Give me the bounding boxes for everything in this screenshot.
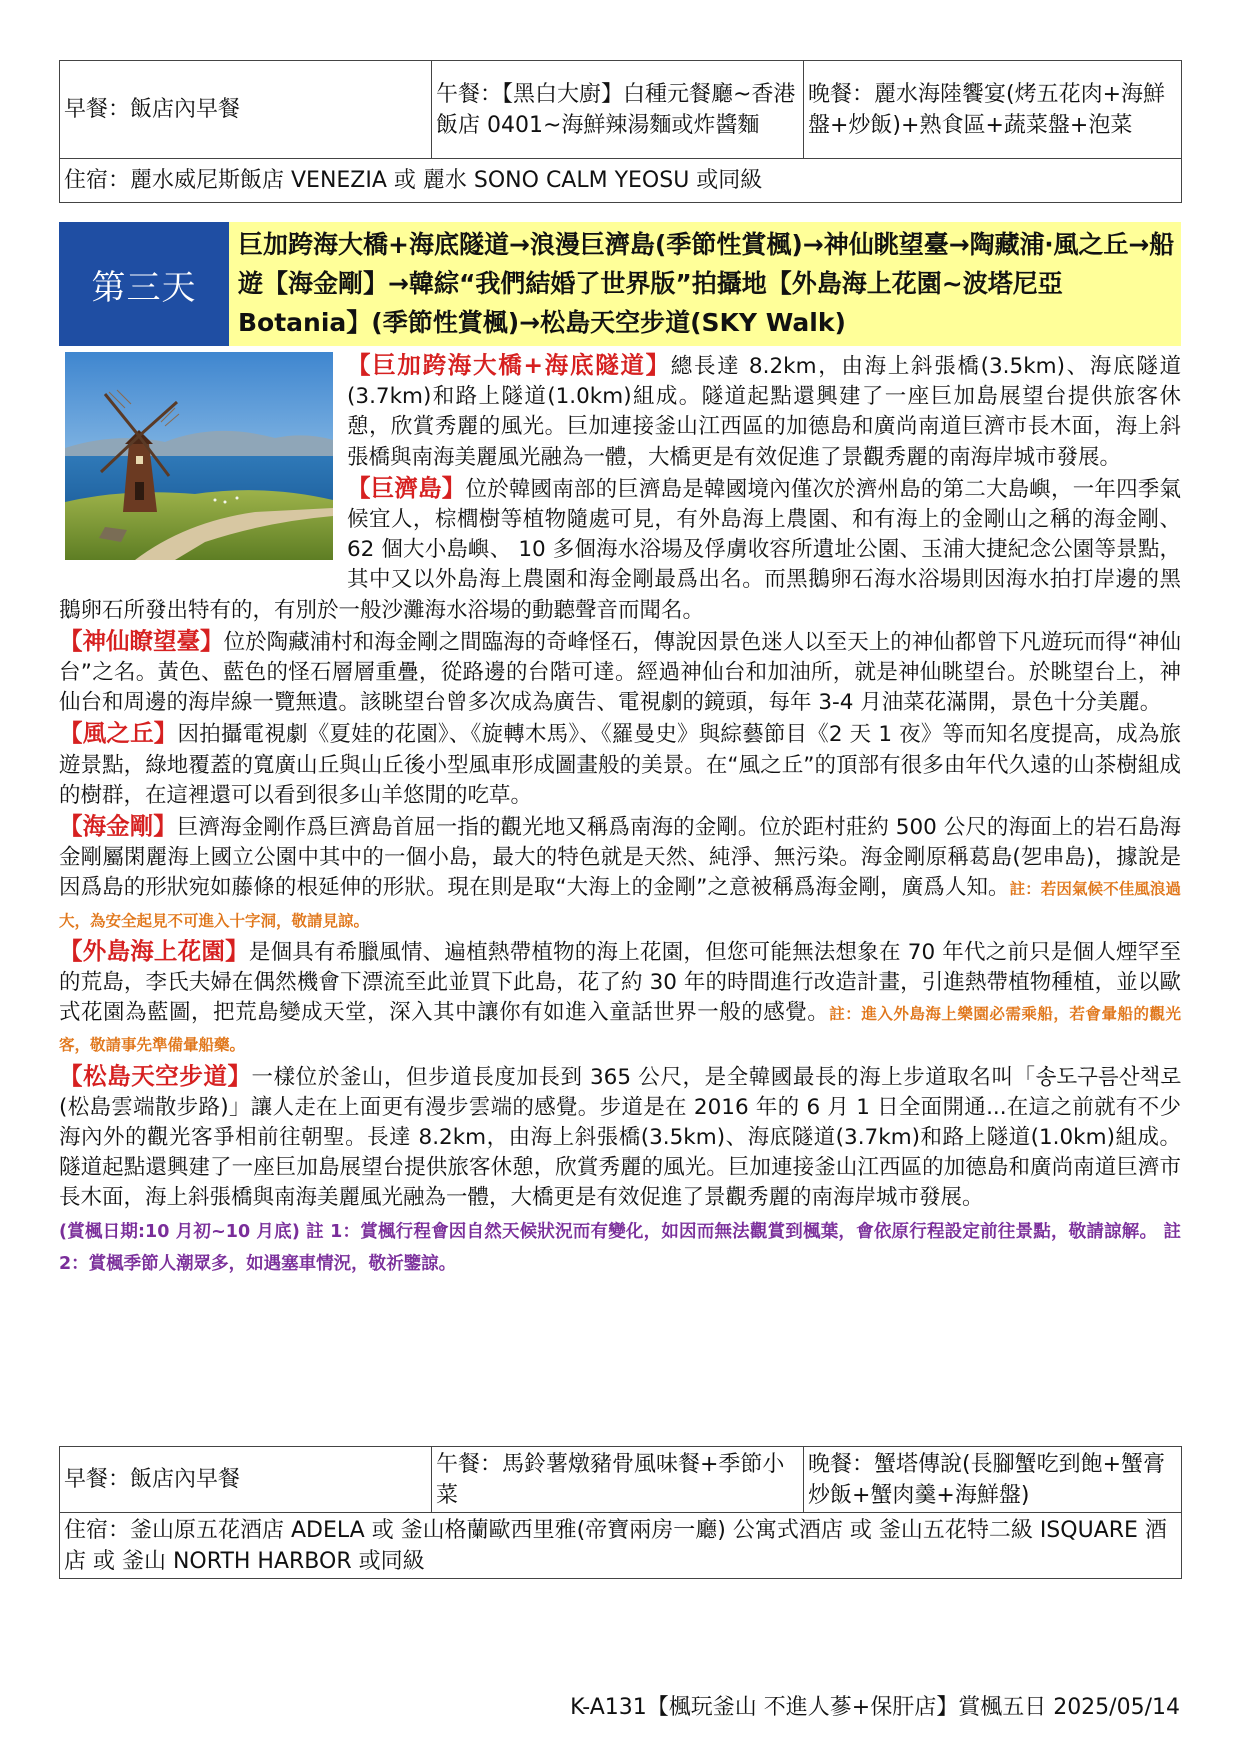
section-heading: 【巨加跨海大橋+海底隧道】 (347, 351, 671, 379)
section-note: 註：進入外島海上樂園必需乘船，若會暈船的觀光客，敬請事先準備暈船藥。 (59, 1005, 1181, 1055)
section-text: 是個具有希臘風情、遍植熱帶植物的海上花園，但您可能無法想象在 70 年代之前只是個人煙罕至的荒島，李氏夫婦在偶然機會下漂流至此並買下此島，花了約 30 年的時間進行改造計畫，引進熱帶植物種植，並以歐式花園為藍圖，把荒島變成天堂，深入其中讓你有如進入童話世界一般的感覺。 (59, 939, 1182, 1026)
section-heading: 【風之丘】 (59, 719, 178, 748)
section-heading: 【神仙瞭望臺】 (59, 626, 224, 655)
section-windy-hill (59, 718, 1181, 811)
section-text: 位於陶藏浦村和海金剛之間臨海的奇峰怪石，傳說因景色迷人以至天上的神仙都曾下凡遊玩而得“神仙台”之名。黃色、藍色的怪石層層重疊，從路邊的台階可達。經過神仙台和加油所，就是神仙眺望台。於眺望台上，神仙台和周邊的海岸線一覽無遺。該眺望台曾多次成為廣告、電視劇的鏡頭，每年 3-4 月油菜花滿開，景色十分美麗。 (59, 629, 1182, 716)
section-text: 因拍攝電視劇《夏娃的花園》、《旋轉木馬》、《羅曼史》與綜藝節目《2 天 1 夜》等而知名度提高，成為旅遊景點，綠地覆蓋的寬廣山丘與山丘後小型風車形成圖畫般的美景。在“風之丘”的頂部有很多由年代久遠的山茶樹組成的樹群，在這裡還可以看到很多山羊悠閒的吃草。 (59, 722, 1182, 808)
section-note: 註：若因氣候不佳風浪過大，為安全起見不可進入十字洞，敬請見諒。 (59, 880, 1181, 930)
breakfast-cell: 早餐：飯店內早餐 (60, 61, 432, 159)
section-oedo (59, 936, 1181, 1061)
section-heading: 【巨濟島】 (347, 473, 466, 502)
hotel-cell: 住宿：麗水威尼斯飯店 VENEZIA 或 麗水 SONO CALM YEOSU 或同級 (60, 159, 1182, 203)
day-label: 第三天 (59, 222, 229, 346)
lunch-cell: 午餐：【黑白大廚】白種元餐廳~香港飯店 0401~海鮮辣湯麵或炸醬麵 (432, 61, 804, 159)
breakfast-cell: 早餐：飯店內早餐 (60, 1447, 432, 1513)
section-text: 總長達 8.2km，由海上斜張橋(3.5km)、海底隧道(3.7km)和路上隧道(1.0km)組成。隧道起點還興建了一座巨加島展望台提供旅客休憩，欣賞秀麗的風光。巨加連接釜山江西區的加德島和廣尚南道巨濟市長木面，海上斜張橋與南海美麗風光融為一體，大橋更是有效促進了景觀秀麗的南海岸城市發展。 (347, 354, 1181, 470)
day-title: 巨加跨海大橋+海底隧道→浪漫巨濟島(季節性賞楓)→神仙眺望臺→陶藏浦‧風之丘→船遊【海金剛】→韓綜“我們結婚了世界版”拍攝地【外島海上花園~波塔尼亞 Botania】(季節性賞楓)→松島天空步道(SKY Walk) (238, 230, 1175, 337)
section-text: 一樣位於釜山，但步道長度加長到 365 公尺，是全韓國最長的海上步道取名叫「송도구름산책로(松島雲端散步路)」讓人走在上面更有漫步雲端的感覺。步道是在 2016 年的 6 月 1 日全面開通...在這之前就有不少海內外的觀光客爭相前往朝聖。長達 8.2km，由海上斜張橋(3.5km)、海底隧道(3.7km)和路上隧道(1.0km)組成。隧道起點還興建了一座巨加島展望台提供旅客休憩，欣賞秀麗的風光。巨加連接釜山江西區的加德島和廣尚南道巨濟市長木面，海上斜張橋與南海美麗風光融為一體，大橋更是有效促進了景觀秀麗的南海岸城市發展。 (59, 1064, 1182, 1211)
section-text: 巨濟海金剛作爲巨濟島首屈一指的觀光地又稱爲南海的金剛。位於距村莊約 500 公尺的海面上的岩石島海金剛屬閑麗海上國立公園中其中的一個小島，最大的特色就是天然、純淨、無污染。海金剛原稱葛島(乫串島)，據說是因爲島的形狀宛如藤條的根延伸的形狀。現在則是取“大海上的金剛”之意被稱爲海金剛，廣爲人知。 (59, 815, 1182, 901)
dinner-cell: 晚餐：蟹塔傳說(長腳蟹吃到飽+蟹膏炒飯+蟹肉羹+海鮮盤) (804, 1447, 1182, 1513)
photo-spacer (59, 350, 347, 576)
lunch-cell: 午餐：馬鈴薯燉豬骨風味餐+季節小菜 (432, 1447, 804, 1513)
meals-table-top (59, 60, 1182, 203)
itinerary-content (59, 350, 1181, 1280)
dinner-cell: 晚餐：麗水海陸饗宴(烤五花肉+海鮮盤+炒飯)+熟食區+蔬菜盤+泡菜 (804, 61, 1182, 159)
maple-note: (賞楓日期:10 月初~10 月底) 註 1：賞楓行程會因自然天候狀況而有變化，如因而無法觀賞到楓葉，會依原行程設定前往景點，敬請諒解。 註 2：賞楓季節人潮眾多，如遇塞車情況，敬祈鑒諒。 (59, 1221, 1181, 1274)
page-footer: K-A131【楓玩釜山 不進人蔘+保肝店】賞楓五日 2025/05/14 (570, 1695, 1180, 1720)
section-sinseon (59, 626, 1181, 719)
section-skywalk (59, 1061, 1181, 1214)
meals-table-bottom (59, 1446, 1182, 1579)
section-text: 位於韓國南部的巨濟島是韓國境內僅次於濟州島的第二大島嶼，一年四季氣候宜人，棕櫚樹等植物隨處可見，有外島海上農園、和有海上的金剛山之稱的海金剛、62 個大小島嶼、 10 多個海水浴場及俘虜收容所遺址公園、玉浦大捷紀念公園等景點，其中又以外島海上農園和海金剛最爲出名。而黑鵝卵石海水浴場則因海水拍打岸邊的黑鵝卵石所發出特有的，有別於一般沙灘海水浴場的動聽聲音而聞名。 (59, 476, 1181, 623)
section-heading: 【外島海上花園】 (59, 936, 249, 965)
day-header (59, 222, 1181, 346)
section-heading: 【海金剛】 (59, 812, 177, 841)
section-haegeumgang (59, 811, 1181, 936)
hotel-cell: 住宿：釜山原五花酒店 ADELA 或 釜山格蘭歐西里雅(帝寶兩房一廳) 公寓式酒店 或 釜山五花特二級 ISQUARE 酒店 或 釜山 NORTH HARBOR 或同級 (60, 1513, 1182, 1579)
section-heading: 【松島天空步道】 (59, 1061, 252, 1090)
